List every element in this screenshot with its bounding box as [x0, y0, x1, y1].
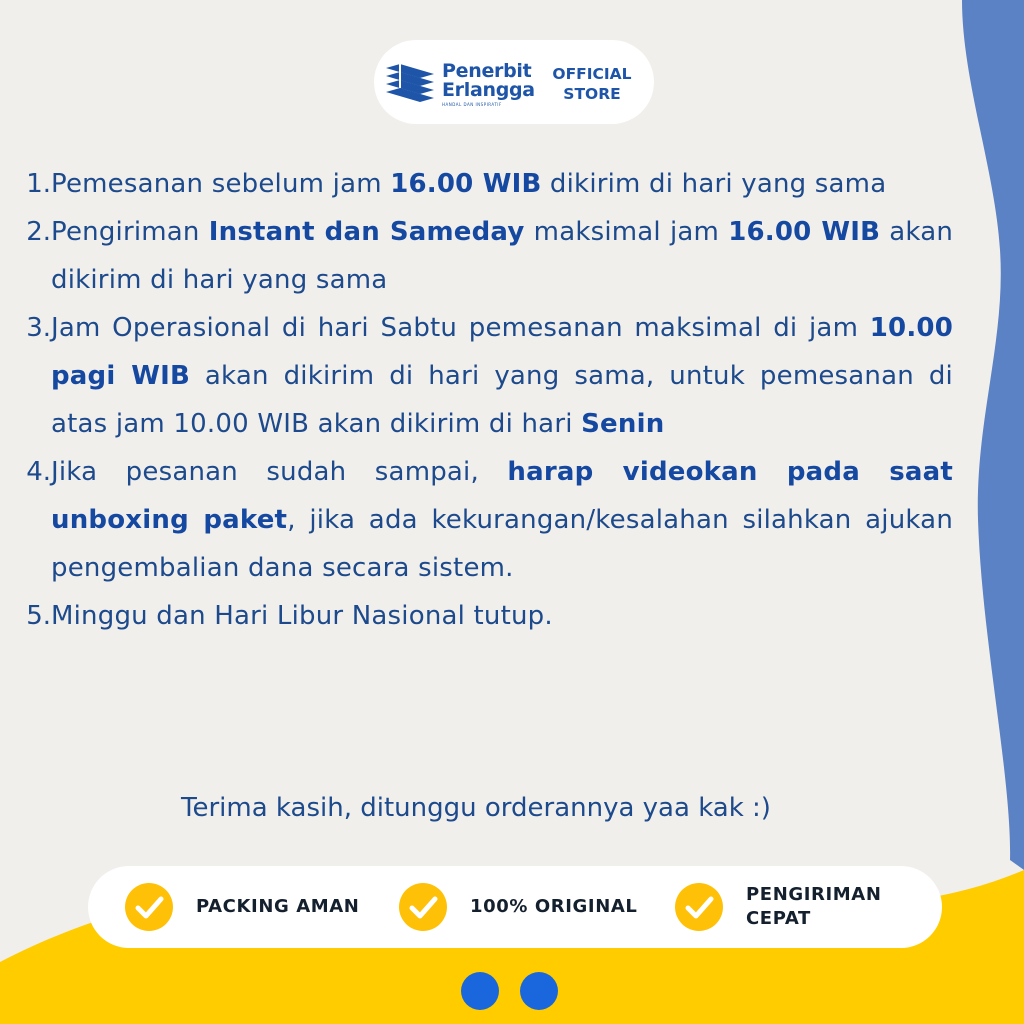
rule-item — [0, 592, 1024, 640]
rules-list — [0, 160, 1024, 640]
rule-item — [0, 448, 1024, 592]
rule-text-segment: , jika ada kekurangan/kesalahan silahkan ajukan pengembalian dana secara sistem. — [51, 505, 953, 583]
book-stack-icon — [382, 62, 438, 106]
rule-highlight: 16.00 WIB — [390, 169, 542, 199]
badge-pengiriman-cepat — [674, 880, 882, 934]
logo-tagline: HANDAL DAN INSPIRATIF — [442, 102, 502, 107]
rule-highlight: harap videokan pada saat unboxing paket — [51, 457, 954, 535]
rule-number: 4. — [26, 457, 51, 487]
badge-label-multiline — [746, 883, 882, 931]
rule-item — [0, 208, 1024, 304]
rule-text — [51, 208, 953, 304]
thank-you-message: Terima kasih, ditunggu orderannya yaa kak :) — [181, 793, 771, 823]
check-circle-icon — [124, 882, 174, 932]
badge-original — [398, 880, 637, 934]
official-label-line2: STORE — [563, 85, 621, 103]
carousel-dot[interactable] — [461, 972, 499, 1010]
check-circle-icon — [674, 882, 724, 932]
badge-label-line1: PENGIRIMAN — [746, 884, 882, 905]
rule-text-segment: Pemesanan sebelum jam — [51, 169, 391, 199]
badge-bar — [88, 866, 942, 948]
official-label-line1: OFFICIAL — [552, 65, 632, 83]
rule-highlight: Senin — [581, 409, 665, 439]
badge-label: 100% ORIGINAL — [470, 896, 638, 917]
rule-text-segment: Pengiriman — [51, 217, 209, 247]
rule-text — [51, 592, 953, 640]
rule-highlight: 16.00 WIB — [728, 217, 881, 247]
rule-highlight: 10.00 pagi WIB — [51, 313, 953, 391]
rule-number: 5. — [26, 601, 51, 631]
rule-text-segment: akan dikirim di hari yang sama, untuk pemesanan di atas jam 10.00 WIB akan dikirim di hari — [51, 361, 953, 439]
store-logo — [374, 40, 654, 124]
rule-text-segment: dikirim di hari yang sama — [541, 169, 887, 199]
rule-number: 1. — [26, 169, 51, 199]
check-circle-icon — [398, 882, 448, 932]
rule-text-segment: Minggu dan Hari Libur Nasional tutup. — [51, 601, 553, 631]
rule-text-segment: Jika pesanan sudah sampai, — [51, 457, 508, 487]
rule-highlight: Instant dan Sameday — [208, 217, 525, 247]
rule-number: 2. — [26, 217, 51, 247]
rule-text — [51, 160, 953, 208]
logo-name-line2: Erlangga — [442, 79, 535, 101]
rule-item — [0, 304, 1024, 448]
logo-wordmark — [442, 62, 535, 100]
rule-item — [0, 160, 1024, 208]
rule-text-segment: Jam Operasional di hari Sabtu pemesanan maksimal di jam — [51, 313, 870, 343]
logo-name-line1: Penerbit — [442, 60, 532, 82]
badge-label-line2: CEPAT — [746, 908, 811, 929]
badge-label: PACKING AMAN — [196, 896, 360, 917]
rule-text-segment: maksimal jam — [524, 217, 729, 247]
badge-packing-aman — [124, 880, 359, 934]
carousel-dots — [460, 972, 560, 1012]
rule-number: 3. — [26, 313, 51, 343]
rule-text — [51, 304, 953, 448]
official-store-label — [546, 64, 638, 104]
rule-text-segment: akan dikirim di hari yang sama — [51, 217, 953, 295]
rule-text — [51, 448, 953, 592]
carousel-dot[interactable] — [520, 972, 558, 1010]
